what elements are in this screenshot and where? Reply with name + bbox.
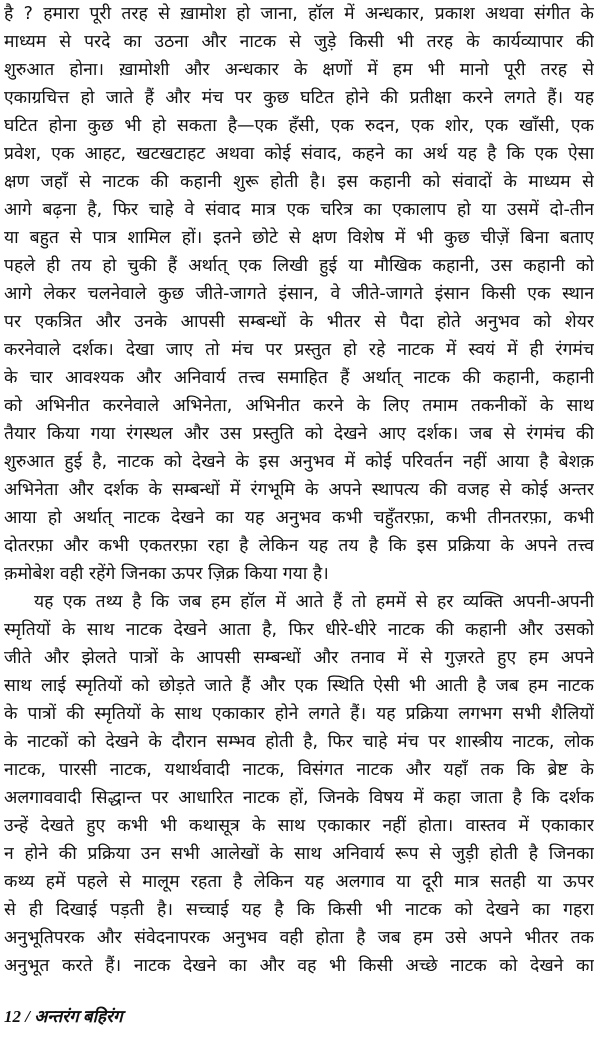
text-line: तैयार किया गया रंगस्थल और उस प्रस्तुति को देखने आए दर्शक। जब से रंगमंच की [4,424,594,444]
paragraph [4,588,594,980]
text-line: करनेवाले दर्शक। देखा जाए तो मंच पर प्रस्तुत हो रहे नाटक में स्वयं में ही रंगमंच [4,340,594,360]
text-line: को अभिनीत करनेवाले अभिनेता, अभिनीत करने के लिए तमाम तकनीकों के साथ [4,396,594,416]
text-line: दोतरफ़ा और कभी एकतरफ़ा रहा है लेकिन यह तय है कि इस प्रक्रिया के अपने तत्त्व [4,536,594,556]
text-line: अनुभूत करते हैं। नाटक देखने का और वह भी किसी अच्छे नाटक को देखने का [4,956,594,976]
text-line: घटित होना कुछ भी हो सकता है—एक हँसी, एक रुदन, एक शोर, एक खाँसी, एक [4,116,594,136]
text-line: स्मृतियों के साथ नाटक देखने आता है, फिर धीरे-धीरे नाटक की कहानी और उसको [4,620,594,640]
text-line: जीते और झेलते पात्रों के आपसी सम्बन्धों और तनाव में से गुज़रते हुए हम अपने [4,648,594,668]
text-line: पहले ही तय हो चुकी हैं अर्थात् एक लिखी हुई या मौखिक कहानी, उस कहानी को [4,256,594,276]
text-line: आगे लेकर चलनेवाले कुछ जीते-जागते इंसान, वे जीते-जागते इंसान किसी एक स्थान [4,284,594,304]
text-line: के पात्रों की स्मृतियों के साथ एकाकार होने लगते हैं। यह प्रक्रिया लगभग सभी शैलियों [4,704,594,724]
text-line: उन्हें देखते हुए कभी भी कथासूत्र के साथ एकाकार नहीं होता। वास्तव में एकाकार [4,816,594,836]
text-line: के चार आवश्यक और अनिवार्य तत्त्व समाहित हैं अर्थात् नाटक की कहानी, कहानी [4,368,594,388]
footer-separator: / [25,1007,30,1026]
text-line: न होने की प्रक्रिया उन सभी आलेखों के साथ अनिवार्य रूप से जुड़ी होती है जिनका [4,844,594,864]
page-body [4,0,594,980]
text-line: अनुभूतिपरक और संवेदनापरक अनुभव वही होता है जब हम उसे अपने भीतर तक [4,928,594,948]
text-line: आया हो अर्थात् नाटक देखने का यह अनुभव कभी चहुँतरफ़ा, कभी तीनतरफ़ा, कभी [4,508,594,528]
text-line: है ? हमारा पूरी तरह से ख़ामोश हो जाना, हॉल में अन्धकार, प्रकाश अथवा संगीत के [4,4,594,24]
text-line: नाटक, पारसी नाटक, यथार्थवादी नाटक, विसंगत नाटक और यहाँ तक कि ब्रेष्ट के [4,760,594,780]
text-line: अभिनेता और दर्शक के सम्बन्धों में रंगभूमि के अपने स्थापत्य की वजह से कोई अन्तर [4,480,594,500]
text-line: प्रवेश, एक आहट, खटखटाहट अथवा कोई संवाद, कहने का अर्थ यह है कि एक ऐसा [4,144,594,164]
text-line: कथ्य हमें पहले से मालूम रहता है लेकिन यह अलगाव या दूरी मात्र सतही या ऊपर [4,872,594,892]
paragraph [4,0,594,588]
text-line: क़मोबेश वही रहेंगे जिनका ऊपर ज़िक्र किया गया है। [4,564,329,584]
text-line: क्षण जहाँ से नाटक की कहानी शुरू होती है। इस कहानी को संवादों के माध्यम से [4,172,594,192]
book-title: अन्तरंग बहिरंग [34,1007,123,1026]
page-footer [4,1004,123,1027]
text-line: के नाटकों को देखने के दौरान सम्भव होती है, फिर चाहे मंच पर शास्त्रीय नाटक, लोक [4,732,594,752]
page-number: 12 [4,1007,21,1026]
text-line: पर एकत्रित और उनके आपसी सम्बन्धों के भीतर से पैदा होते अनुभव को शेयर [4,312,594,332]
text-line: से ही दिखाई पड़ती है। सच्चाई यह है कि किसी भी नाटक को देखने का गहरा [4,900,594,920]
text-line: अलगाववादी सिद्धान्त पर आधारित नाटक हों, जिनके विषय में कहा जाता है कि दर्शक [4,788,594,808]
text-line: या बहुत से पात्र शामिल हों। इतने छोटे से क्षण विशेष में भी कुछ चीज़ें बिना बताए [4,228,594,248]
text-line: माध्यम से परदे का उठना और नाटक से जुड़े किसी भी तरह के कार्यव्यापार की [4,32,594,52]
text-line: साथ लाई स्मृतियों को छोड़ते जाते हैं और एक स्थिति ऐसी भी आती है जब हम नाटक [4,676,594,696]
text-line: एकाग्रचित्त हो जाते हैं और मंच पर कुछ घटित होने की प्रतीक्षा करने लगते हैं। यह [4,88,594,108]
text-line: आगे बढ़ना है, फिर चाहे वे संवाद मात्र एक चरित्र का एकालाप हो या उसमें दो-तीन [4,200,594,220]
text-line: शुरुआत हुई है, नाटक को देखने के इस अनुभव में कोई परिवर्तन नहीं आया है बेशक़ [4,452,594,472]
text-line: यह एक तथ्य है कि जब हम हॉल में आते हैं तो हममें से हर व्यक्ति अपनी-अपनी [34,592,594,612]
text-line: शुरुआत होना। ख़ामोशी और अन्धकार के क्षणों में हम भी मानो पूरी तरह से [4,60,594,80]
